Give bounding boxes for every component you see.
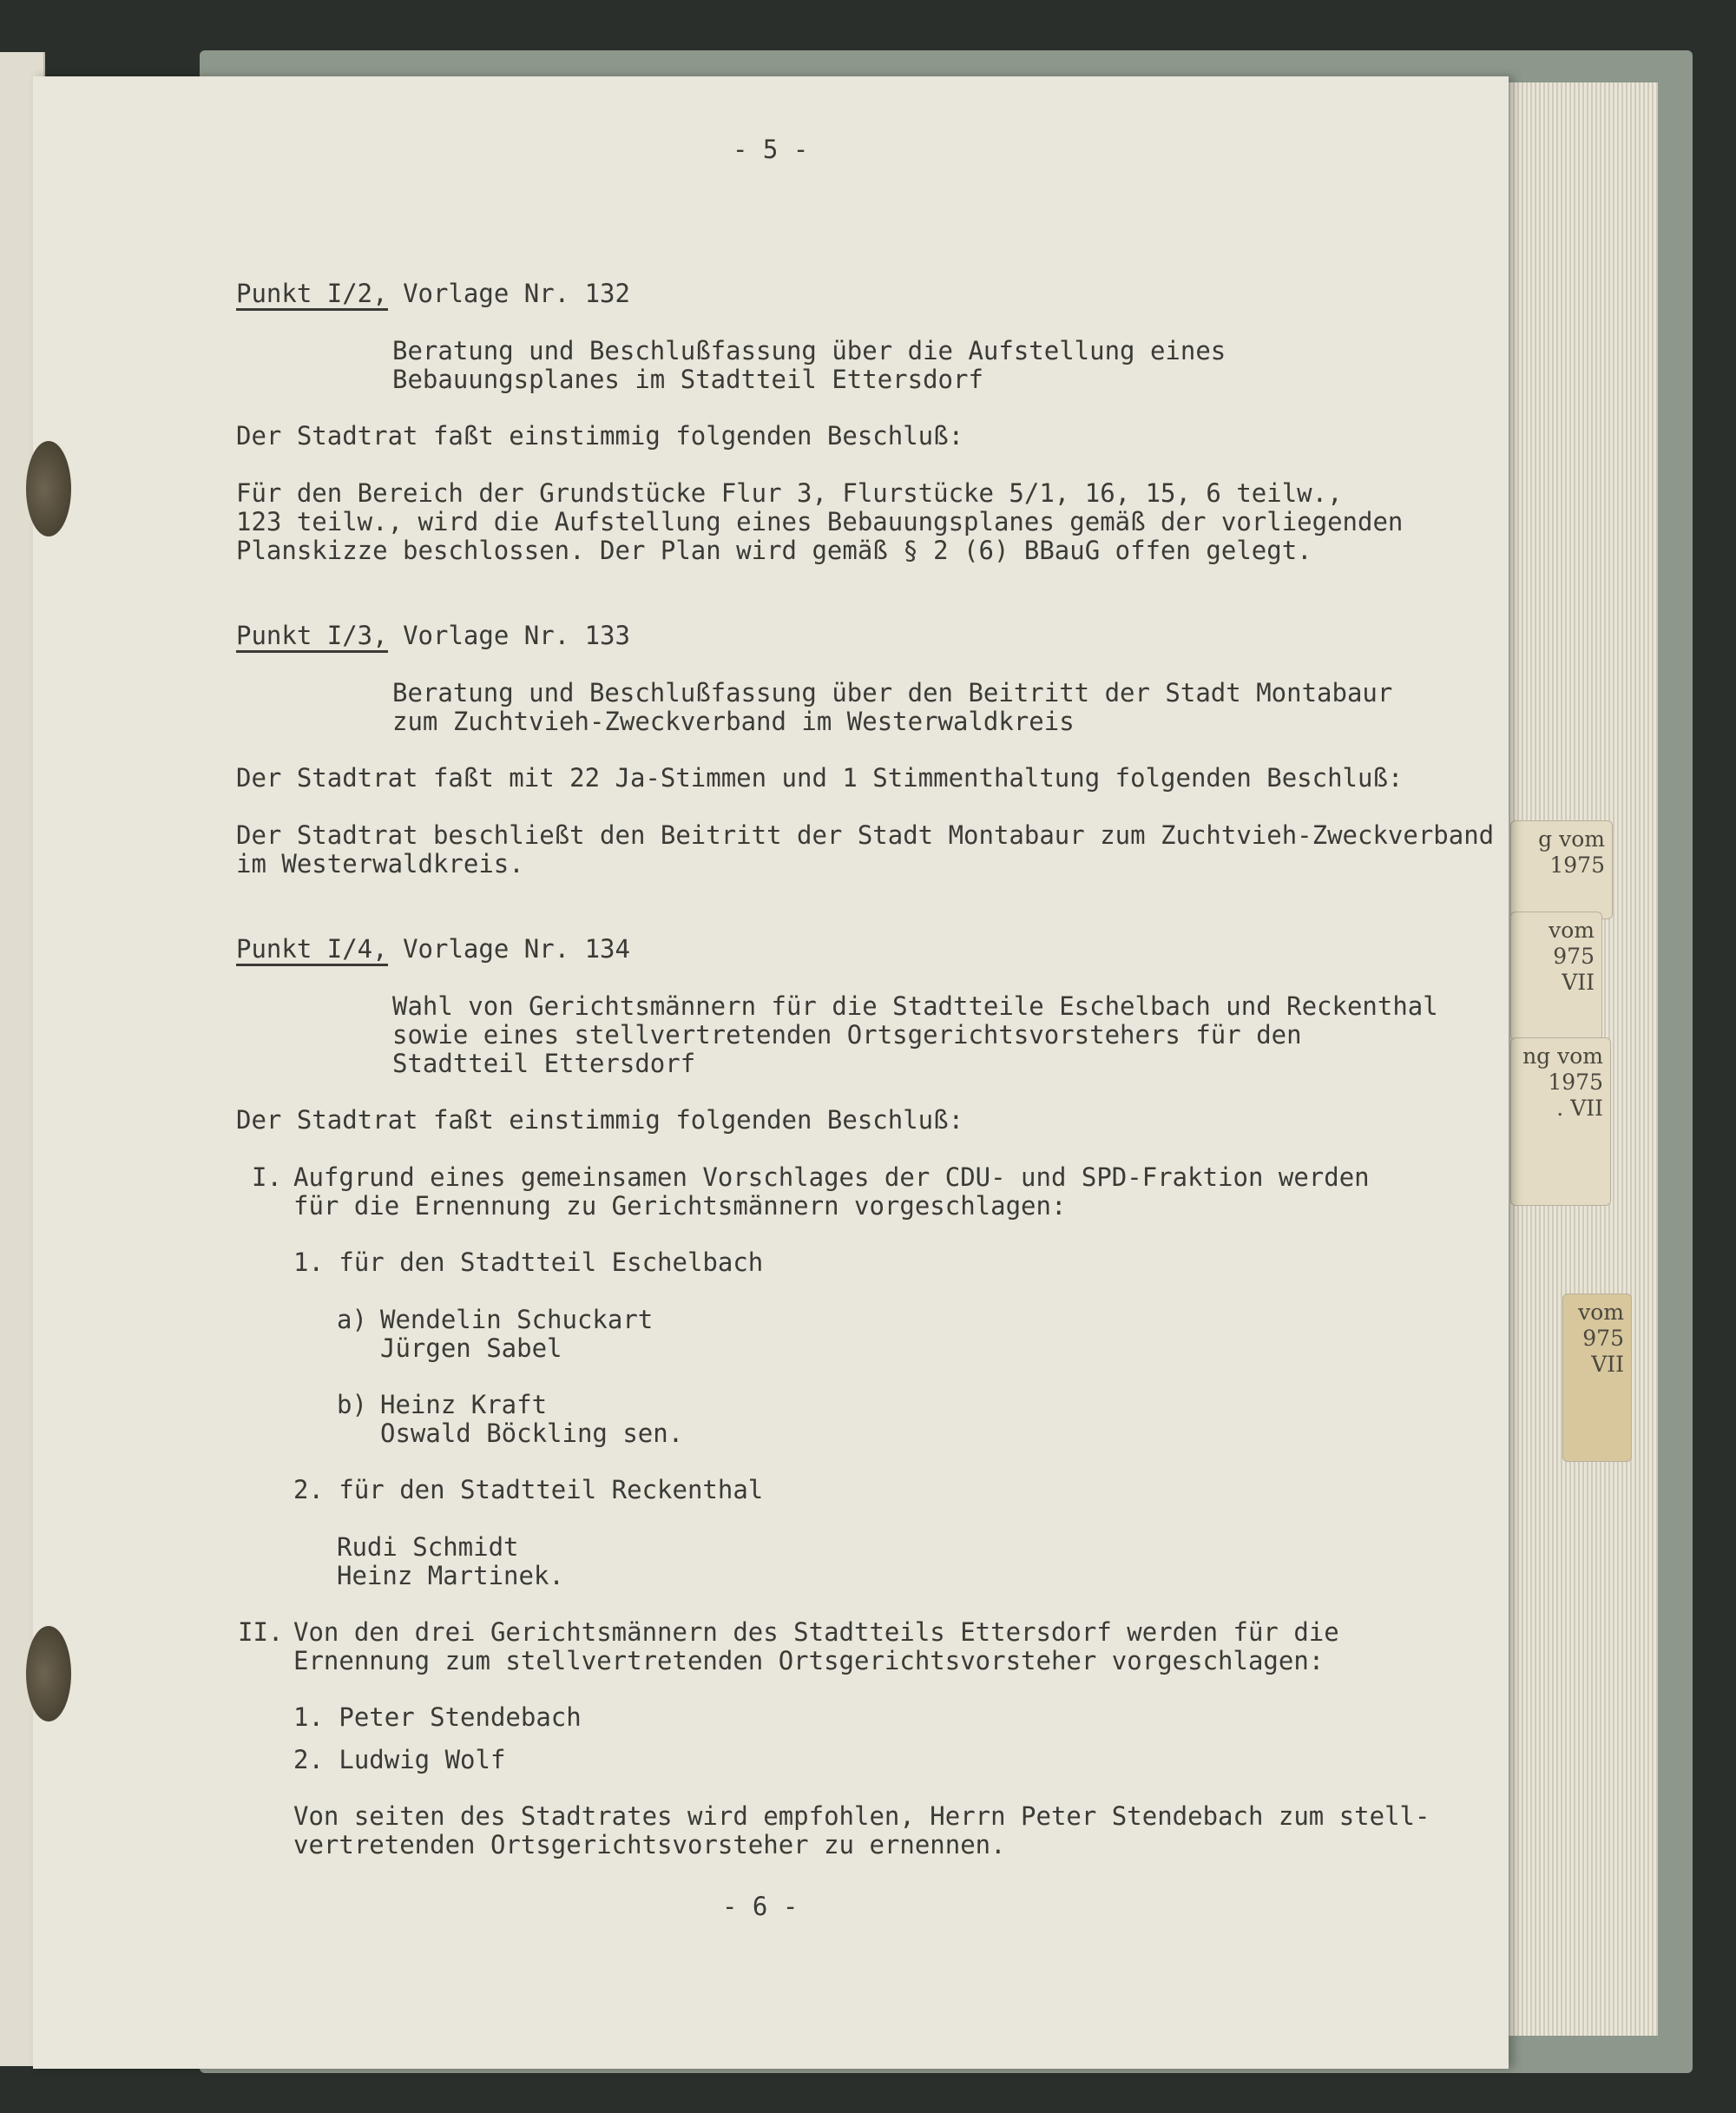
page-number-header: - 5 - — [733, 135, 809, 164]
punch-hole-bottom — [26, 1626, 71, 1721]
name-line: Jürgen Sabel — [380, 1333, 562, 1363]
name-line: Heinz Martinek. — [337, 1561, 564, 1590]
index-tab-1[interactable]: g vom 1975 — [1510, 820, 1613, 919]
recommendation-line: vertretenden Ortsgerichtsvorsteher zu ernennen. — [293, 1830, 1006, 1860]
section-heading — [236, 622, 630, 650]
part-number: I. — [252, 1162, 282, 1192]
section-subject-line: sowie eines stellvertretenden Ortsgerichtsvorstehers für den — [392, 1020, 1302, 1050]
section-heading-label: Punkt I/4, — [236, 934, 388, 966]
list-item: 2. für den Stadtteil Reckenthal — [293, 1475, 764, 1504]
name-line: Oswald Böckling sen. — [380, 1419, 684, 1448]
part-text-line: Von den drei Gerichtsmännern des Stadtteils Ettersdorf werden für die — [293, 1617, 1339, 1647]
section-subject-line: Stadtteil Ettersdorf — [392, 1049, 696, 1078]
section-heading — [236, 280, 630, 308]
sub-item-label: b) — [337, 1390, 367, 1419]
resolution-line: Für den Bereich der Grundstücke Flur 3, Flurstücke 5/1, 16, 15, 6 teilw., — [236, 478, 1343, 508]
part-text-line: Aufgrund eines gemeinsamen Vorschlages der CDU- und SPD-Fraktion werden — [293, 1162, 1370, 1192]
section-heading — [236, 935, 630, 964]
resolution-intro: Der Stadtrat faßt einstimmig folgenden Beschluß: — [236, 1105, 964, 1135]
punch-hole-top — [26, 441, 71, 536]
resolution-line: Der Stadtrat beschließt den Beitritt der Stadt Montabaur zum Zuchtvieh-Zweckverband — [236, 820, 1495, 850]
section-subject-line: zum Zuchtvieh-Zweckverband im Westerwaldkreis — [392, 707, 1075, 736]
resolution-line: im Westerwaldkreis. — [236, 849, 524, 879]
index-tab-3[interactable]: ng vom 1975 . VII — [1510, 1037, 1611, 1206]
section-subject-line: Beratung und Beschlußfassung über die Aufstellung eines — [392, 336, 1226, 365]
section-heading-rest: Vorlage Nr. 132 — [387, 279, 630, 308]
section-heading-label: Punkt I/3, — [236, 621, 388, 653]
index-tab-4[interactable]: vom 975 VII — [1562, 1293, 1632, 1462]
section-subject-line: Wahl von Gerichtsmännern für die Stadtteile Eschelbach und Reckenthal — [392, 991, 1438, 1021]
candidate-line: 1. Peter Stendebach — [293, 1702, 582, 1732]
name-line: Rudi Schmidt — [337, 1532, 519, 1562]
sub-item-label: a) — [337, 1305, 367, 1334]
name-line: Heinz Kraft — [380, 1390, 548, 1419]
index-tab-2[interactable]: vom 975 VII — [1510, 912, 1602, 1041]
part-text-line: Ernennung zum stellvertretenden Ortsgerichtsvorsteher vorgeschlagen: — [293, 1646, 1325, 1675]
document-page — [33, 76, 1509, 2069]
section-heading-rest: Vorlage Nr. 134 — [387, 934, 630, 964]
section-subject-line: Beratung und Beschlußfassung über den Beitritt der Stadt Montabaur — [392, 678, 1393, 708]
recommendation-line: Von seiten des Stadtrates wird empfohlen, Herrn Peter Stendebach zum stell- — [293, 1801, 1430, 1831]
resolution-line: Planskizze beschlossen. Der Plan wird gemäß § 2 (6) BBauG offen gelegt. — [236, 536, 1312, 565]
list-item: 1. für den Stadtteil Eschelbach — [293, 1247, 764, 1277]
section-heading-label: Punkt I/2, — [236, 279, 388, 311]
part-number: II. — [238, 1617, 284, 1647]
name-line: Wendelin Schuckart — [380, 1305, 654, 1334]
section-subject-line: Bebauungsplanes im Stadtteil Ettersdorf — [392, 365, 983, 394]
resolution-line: 123 teilw., wird die Aufstellung eines Bebauungsplanes gemäß der vorliegenden — [236, 507, 1404, 536]
candidate-line: 2. Ludwig Wolf — [293, 1745, 506, 1774]
resolution-intro: Der Stadtrat faßt einstimmig folgenden Beschluß: — [236, 421, 964, 451]
part-text-line: für die Ernennung zu Gerichtsmännern vorgeschlagen: — [293, 1191, 1067, 1221]
section-heading-rest: Vorlage Nr. 133 — [387, 621, 630, 650]
page-number-footer: - 6 - — [722, 1892, 799, 1921]
resolution-intro: Der Stadtrat faßt mit 22 Ja-Stimmen und 1 Stimmenthaltung folgenden Beschluß: — [236, 763, 1404, 793]
